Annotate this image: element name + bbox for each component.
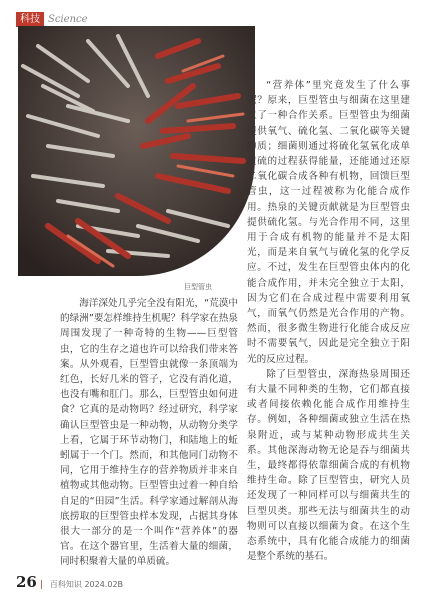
tubeworm-photo — [18, 26, 255, 276]
paragraph-intro: 海洋深处几乎完全没有阳光，“荒漠中的绿洲”要怎样维持生机呢？科学家在热泉周围发现了一种奇特的生物——巨型管虫，它的生存之道也许可以给我们带来答案。从外观看，巨型管虫就像一条顶端为红色，长好几米的管子，它没有消化道，也没有嘴和肛门。那么，巨型管虫如何进食？它真的是动物吗？经过研究，科学家确认巨型管虫是一种动物，从动物分类学上看，它属于环节动物门，和陆地上的蚯蚓属于一个门。然而，和其他同门动物不同，它用于维持生存的营养物质并非来自植物或其他动物。巨型管虫过着一种自给自足的“田园”生活。科学家通过解剖从海底捞取的巨型管虫样本发现，占据其身体很大一部分的是一个叫作“营养体”的器官。在这个器官里，生活着大量的细菌，同时积聚着大量的单质硫。 — [60, 298, 238, 568]
left-column — [60, 296, 238, 570]
footer-separator: | — [39, 580, 43, 590]
figure-caption: 巨型管虫 — [184, 283, 212, 291]
section-tag: 科技 — [16, 12, 44, 27]
page-number: 26 — [16, 573, 37, 591]
paragraph-symbiosis: “营养体”里究竟发生了什么事呢？原来，巨型管虫与细菌在这里建立了一种合作关系。巨型管虫为细菌提供氧气、硫化氢、二氧化碳等关键物质；细菌则通过将硫化氢氧化成单质硫的过程获得能量，还能通过还原二氧化碳合成各种有机物，回馈巨型管虫，这一过程被称为化能合成作用。热泉的关键贡献就是为巨型管虫提供硫化氢。与光合作用不同，这里用于合成有机物的能量并不是太阳光，而是来自氧气与硫化氢的化学反应。不过，发生在巨型管虫体内的化能合成作用，并未完全独立于太阳，因为它们在合成过程中需要利用氧气，而氧气仍然是光合作用的产物。然而，很多微生物进行化能合成反应时不需要氧气，因此是完全独立于阳光的反应过程。 — [247, 80, 410, 365]
section-tag-en: Science — [48, 14, 88, 25]
paragraph-ecosystem: 除了巨型管虫，深海热泉周围还有大量不同种类的生物，它们都直接或者间接依赖化能合成作用维持生存。例如，各种细菌或独立生活在热泉附近，或与某种动物形成共生关系。其他深海动物无论是吞与细菌共生，最终都得依靠细菌合成的有机物维持生命。除了巨型管虫，研究人员还发现了一种同样可以与细菌共生的巨型贝类。那些无法与细菌共生的动物则可以直接以细菌为食。在这个生态系统中，具有化能合成能力的细菌是整个系统的基石。 — [247, 368, 410, 563]
page-footer — [16, 573, 123, 591]
magazine-info: 百科知识 2024.02B — [49, 580, 124, 589]
right-column — [247, 78, 410, 565]
tubeworm-illustration — [18, 26, 255, 276]
section-header — [16, 12, 88, 27]
